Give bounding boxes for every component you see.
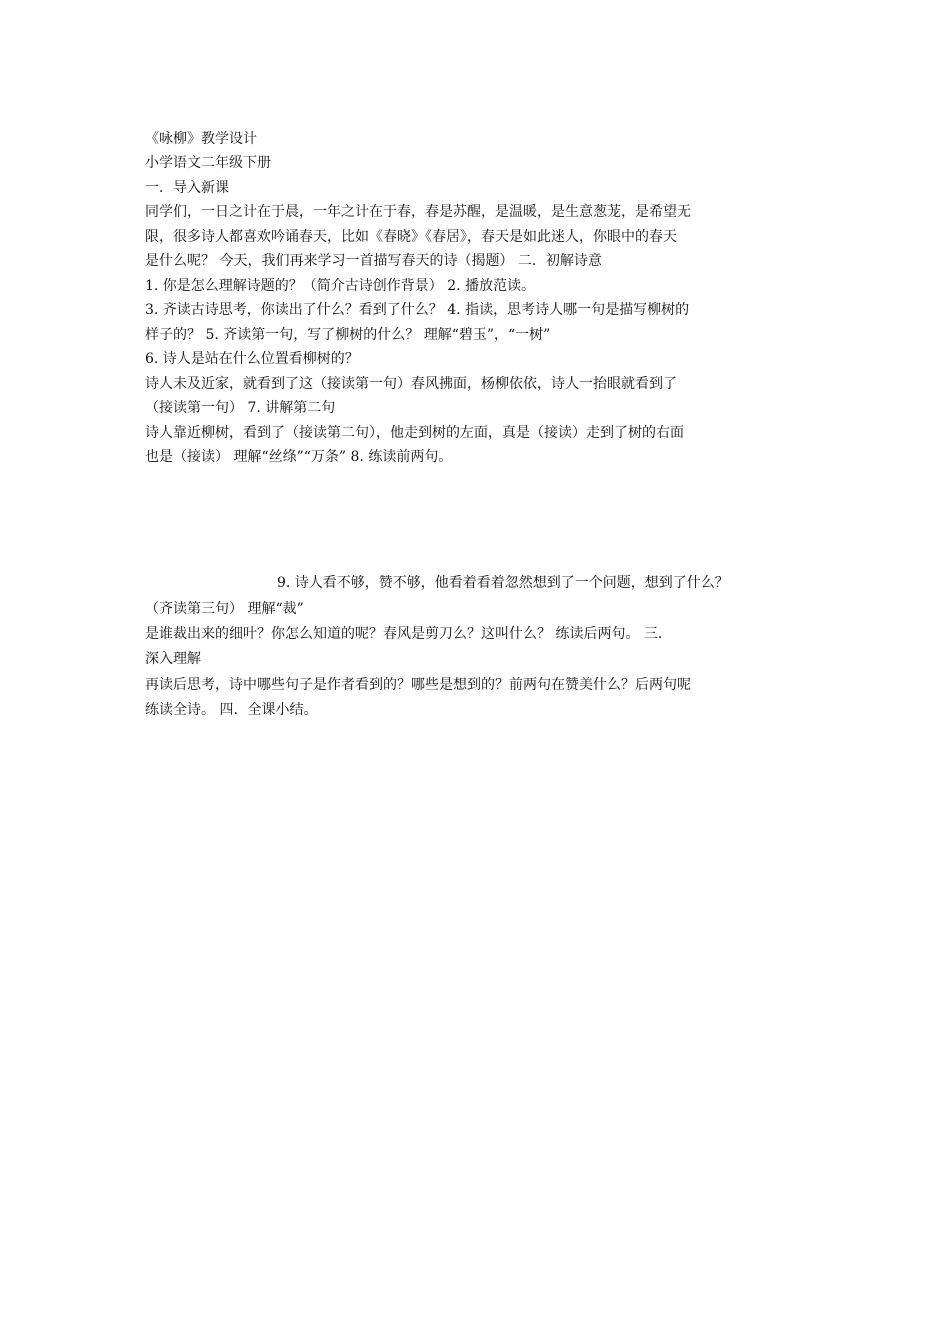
section-heading-intro: 一．导入新课 [145,180,229,196]
text-line: 6. 诗人是站在什么位置看柳树的？ [145,351,359,367]
text-line: （齐读第三句） 理解“裁” [145,601,304,617]
text-line: 诗人未及近家，就看到了这（接读第一句）春风拂面，杨柳依依，诗人一抬眼就看到了 [145,376,677,392]
document-title: 《咏柳》教学设计 [145,131,257,147]
section-heading-deep: 深入理解 [145,651,201,667]
text-line: （接读第一句） 7. 讲解第二句 [145,400,336,416]
document-subtitle: 小学语文二年级下册 [145,155,271,171]
text-line: 也是（接读） 理解“丝绦”“万条” 8. 练读前两句。 [145,449,453,465]
text-line: 练读全诗。 四．全课小结。 [145,702,318,718]
text-line: 是谁裁出来的细叶？你怎么知道的呢？春风是剪刀么？这叫什么？ 练读后两句。 三． [145,626,672,642]
text-line: 再读后思考，诗中哪些句子是作者看到的？哪些是想到的？前两句在赞美什么？后两句呢 [145,677,691,693]
text-line: 9. 诗人看不够，赞不够，他看着看着忽然想到了一个问题，想到了什么？ [277,575,729,591]
text-line: 诗人靠近柳树，看到了（接读第二句），他走到树的左面，真是（接读）走到了树的右面 [145,425,684,441]
text-line: 样子的？ 5. 齐读第一句，写了柳树的什么？ 理解“碧玉”，“一树” [145,327,551,343]
text-line: 3. 齐读古诗思考，你读出了什么？看到了什么？ 4. 指读，思考诗人哪一句是描写柳树的 [145,302,690,318]
text-line: 同学们，一日之计在于晨，一年之计在于春，春是苏醒，是温暖，是生意葱茏，是希望无 [145,204,691,220]
text-line: 1. 你是怎么理解诗题的？（简介古诗创作背景） 2. 播放范读。 [145,278,536,294]
text-line: 限，很多诗人都喜欢吟诵春天，比如《春晓》《春居》，春天是如此迷人，你眼中的春天 [145,229,677,245]
text-line: 是什么呢？ 今天，我们再来学习一首描写春天的诗（揭题） 二．初解诗意 [145,253,602,269]
